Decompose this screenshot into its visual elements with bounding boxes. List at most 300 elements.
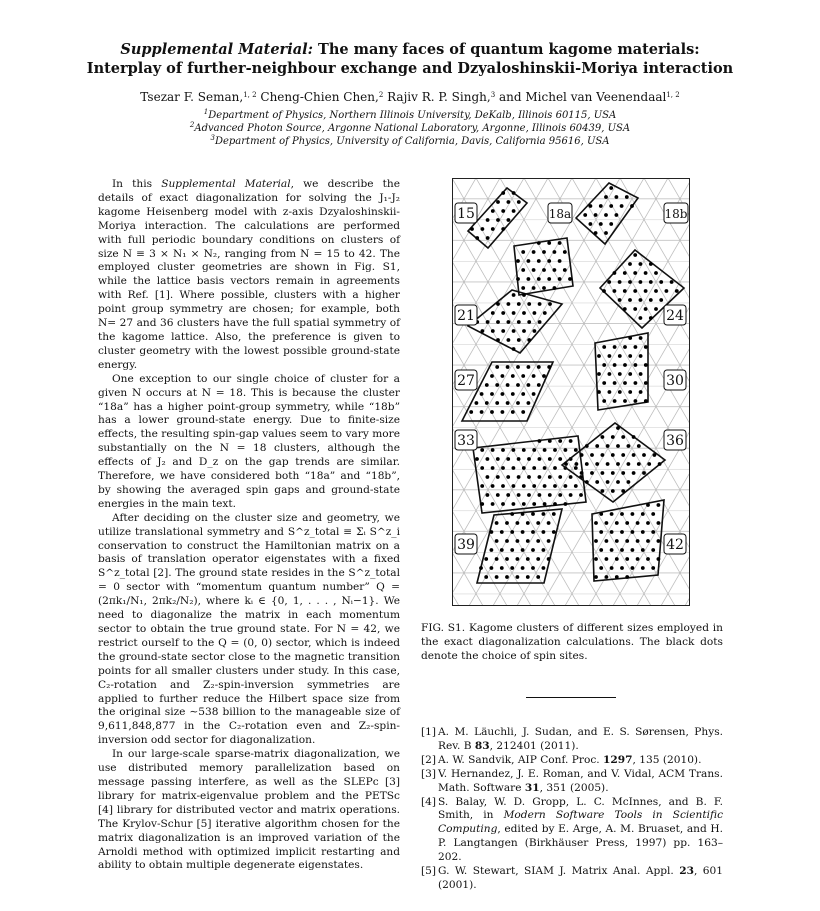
- spin-site-dot: [633, 253, 637, 257]
- spin-site-dot: [618, 298, 622, 302]
- spin-site-dot: [496, 218, 500, 222]
- figure-caption: FIG. S1. Kagome clusters of different sizes employed in the exact diagonalization calculations. The black dots denote the choice of spin sites.: [421, 622, 723, 662]
- reference-item: [3] V. Hernandez, J. E. Roman, and V. Vidal, ACM Trans. Math. Software 31, 351 (2005).: [421, 767, 723, 794]
- spin-site-dot: [548, 457, 552, 461]
- spin-site-dot: [517, 493, 521, 497]
- spin-site-dot: [641, 530, 645, 534]
- spin-site-dot: [496, 320, 500, 324]
- spin-site-dot: [616, 444, 620, 448]
- reference-item: [5] G. W. Stewart, SIAM J. Matrix Anal. Appl. 23, 601 (2001).: [421, 865, 723, 891]
- spin-site-dot: [644, 307, 648, 311]
- spin-site-dot: [606, 480, 610, 484]
- spin-site-dot: [532, 250, 536, 254]
- spin-site-dot: [516, 521, 520, 525]
- spin-site-dot: [500, 548, 504, 552]
- spin-site-dot: [636, 539, 640, 543]
- spin-site-dot: [621, 435, 625, 439]
- spin-site-dot: [625, 557, 629, 561]
- spin-site-dot: [628, 372, 632, 376]
- spin-site-dot: [506, 457, 510, 461]
- title-line-1: [40, 40, 780, 59]
- spin-site-dot: [501, 410, 505, 414]
- spin-site-dot: [599, 512, 603, 516]
- spin-site-dot: [613, 271, 617, 275]
- spin-site-dot: [490, 410, 494, 414]
- spin-site-dot: [670, 280, 674, 284]
- spin-site-dot: [594, 539, 598, 543]
- spin-site-dot: [657, 557, 661, 561]
- spin-site-dot: [553, 250, 557, 254]
- spin-site-dot: [526, 575, 530, 579]
- spin-site-dot: [615, 195, 619, 199]
- spin-site-dot: [602, 345, 606, 349]
- spin-site-dot: [506, 365, 510, 369]
- spin-site-dot: [608, 372, 612, 376]
- spin-site-dot: [659, 298, 663, 302]
- spin-site-dot: [639, 354, 643, 358]
- spin-site-dot: [537, 241, 541, 245]
- spin-site-dot: [490, 530, 494, 534]
- spin-site-dot: [625, 521, 629, 525]
- spin-site-dot: [527, 320, 531, 324]
- spin-site-dot: [621, 453, 625, 457]
- spin-site-dot: [532, 286, 536, 290]
- spin-site-dot: [510, 548, 514, 552]
- spin-site-dot: [610, 566, 614, 570]
- spin-site-dot: [615, 521, 619, 525]
- spin-site-dot: [484, 557, 488, 561]
- spin-site-dot: [547, 521, 551, 525]
- spin-site-dot: [620, 548, 624, 552]
- spin-site-dot: [552, 512, 556, 516]
- spin-site-dot: [644, 363, 648, 367]
- spin-site-dot: [606, 462, 610, 466]
- title-italic: Supplemental Material:: [120, 41, 313, 58]
- spin-site-dot: [601, 453, 605, 457]
- spin-site-dot: [501, 502, 505, 506]
- spin-site-dot: [521, 374, 525, 378]
- spin-site-dot: [547, 259, 551, 263]
- reference-item: [4] S. Balay, W. D. Gropp, L. C. McInnes, and B. F. Smith, in Modern Software Tools in Scientific Computing, edited by E. Arge, A. M. Bruaset, and H. P. Langtangen (Birkhäuser Press, 1997) pp. 163–202.: [421, 795, 724, 864]
- spin-site-dot: [531, 566, 535, 570]
- spin-site-dot: [517, 338, 521, 342]
- spin-site-dot: [543, 502, 547, 506]
- spin-site-dot: [532, 466, 536, 470]
- spin-site-dot: [610, 512, 614, 516]
- spin-site-dot: [480, 448, 484, 452]
- spin-site-dot: [563, 268, 567, 272]
- cluster-label-39: 39: [457, 537, 475, 553]
- cluster-label-24: 24: [666, 308, 684, 324]
- spin-site-dot: [542, 250, 546, 254]
- spin-site-dot: [496, 493, 500, 497]
- spin-site-dot: [605, 539, 609, 543]
- spin-site-dot: [480, 502, 484, 506]
- spin-site-dot: [532, 392, 536, 396]
- spin-site-dot: [611, 471, 615, 475]
- spin-site-dot: [511, 410, 515, 414]
- spin-site-dot: [521, 548, 525, 552]
- spin-site-dot: [657, 503, 661, 507]
- spin-site-dot: [469, 410, 473, 414]
- spin-site-dot: [620, 530, 624, 534]
- spin-site-dot: [609, 186, 613, 190]
- affiliation: $^1$Department of Physics, Northern Illinois University, DeKalb, Illinois 60115, USA: [203, 108, 617, 121]
- spin-site-dot: [532, 502, 536, 506]
- spin-site-dot: [618, 354, 622, 358]
- spin-site-dot: [548, 439, 552, 443]
- spin-site-dot: [658, 462, 662, 466]
- spin-site-dot: [506, 401, 510, 405]
- spin-site-dot: [575, 462, 579, 466]
- spin-site-dot: [611, 435, 615, 439]
- spin-site-dot: [604, 231, 608, 235]
- spin-site-dot: [532, 268, 536, 272]
- spin-site-dot: [517, 200, 521, 204]
- spin-site-dot: [553, 448, 557, 452]
- spin-site-dot: [646, 539, 650, 543]
- spin-site-dot: [623, 271, 627, 275]
- spin-site-dot: [653, 453, 657, 457]
- spin-site-dot: [522, 484, 526, 488]
- spin-site-dot: [637, 444, 641, 448]
- paragraph: One exception to our single choice of cluster for a given N occurs at N = 18. This is because the cluster “18a” has a higher point-group symmetry, while “18b” has a lower ground-state energy. Due to finite-size effects, the resulting spin-gap values seem to vary more substantially on the N = 18 clusters, although the effects of J₂ and D_z on the gap trends are similar. Therefore, we have considered both “18a” and “18b”, by showing the averaged spin gaps and ground-state energies in the main text.: [98, 372, 400, 510]
- author: Cheng-Chien Chen,$^2$: [260, 90, 384, 104]
- spin-site-dot: [542, 512, 546, 516]
- spin-site-dot: [642, 453, 646, 457]
- spin-site-dot: [485, 401, 489, 405]
- spin-site-dot: [491, 209, 495, 213]
- spin-site-dot: [649, 298, 653, 302]
- spin-site-dot: [623, 289, 627, 293]
- spin-site-dot: [616, 462, 620, 466]
- spin-site-dot: [511, 392, 515, 396]
- spin-site-dot: [527, 259, 531, 263]
- spin-site-dot: [618, 390, 622, 394]
- spin-site-dot: [644, 381, 648, 385]
- spin-site-dot: [522, 502, 526, 506]
- spin-site-dot: [594, 213, 598, 217]
- spin-site-dot: [651, 512, 655, 516]
- cluster-label-30: 30: [666, 373, 684, 389]
- spin-site-dot: [553, 268, 557, 272]
- spin-site-dot: [517, 302, 521, 306]
- spin-site-dot: [625, 195, 629, 199]
- spin-site-dot: [639, 372, 643, 376]
- spin-site-dot: [506, 383, 510, 387]
- spin-site-dot: [605, 575, 609, 579]
- spin-site-dot: [521, 530, 525, 534]
- spin-site-dot: [512, 311, 516, 315]
- spin-site-dot: [558, 277, 562, 281]
- spin-site-dot: [644, 399, 648, 403]
- spin-site-dot: [569, 439, 573, 443]
- spin-site-dot: [486, 493, 490, 497]
- spin-site-dot: [495, 575, 499, 579]
- spin-site-dot: [574, 448, 578, 452]
- spin-site-dot: [484, 575, 488, 579]
- spin-site-dot: [491, 466, 495, 470]
- spin-site-dot: [599, 222, 603, 226]
- author: Rajiv R. P. Singh,$^3$: [387, 90, 496, 104]
- spin-site-dot: [521, 392, 525, 396]
- spin-site-dot: [634, 345, 638, 349]
- spin-site-dot: [605, 521, 609, 525]
- cluster-label-21: 21: [457, 308, 475, 324]
- spin-site-dot: [516, 277, 520, 281]
- spin-site-dot: [542, 268, 546, 272]
- cluster-label-18a: 18a: [548, 207, 572, 221]
- cluster-label-33: 33: [457, 433, 475, 449]
- spin-site-dot: [485, 383, 489, 387]
- spin-site-dot: [634, 381, 638, 385]
- spin-site-dot: [613, 345, 617, 349]
- spin-site-dot: [627, 480, 631, 484]
- spin-site-dot: [537, 277, 541, 281]
- spin-site-dot: [628, 336, 632, 340]
- body-text: [98, 178, 400, 873]
- spin-site-dot: [623, 307, 627, 311]
- spin-site-dot: [604, 213, 608, 217]
- spin-site-dot: [542, 530, 546, 534]
- paragraph: In this Supplemental Material, we describe the details of exact diagonalization for solving the J₁-J₂ kagome Heisenberg model with z-axis Dzyaloshinskii-Moriya interaction. The calculations are performed with full periodic boundary conditions on clusters of size N ≡ 3 × N₁ × N₂, ranging from N = 15 to 42. The employed cluster geometries are shown in Fig. S1, while the lattice basis vectors remain in agreements with Ref. [1]. Where possible, clusters with a higher point group symmetry are chosen; for example, both N= 27 and 36 clusters have the full spatial symmetry of the kagome lattice. Also, the preference is given to cluster geometry with the lowest possible ground-state energy.: [98, 178, 400, 371]
- spin-site-dot: [475, 401, 479, 405]
- spin-site-dot: [507, 200, 511, 204]
- paragraph: In our large-scale sparse-matrix diagonalization, we use distributed memory parallelization based on message passing interfere, as well as the SLEPc [3] library for matrix-eigenvalue problem and the PETSc [4] library for distributed vector and matrix operations. The Krylov-Schur [5] iterative algorithm chosen for the matrix diagonalization is an improved variation of the Arnoldi method with optimized implicit restarting and ability to obtain multiple degenerate eigenstates.: [98, 748, 400, 872]
- cluster-label-42: 42: [666, 537, 684, 553]
- spin-site-dot: [512, 293, 516, 297]
- spin-site-dot: [512, 347, 516, 351]
- figure-s1-kagome-clusters: [452, 178, 690, 606]
- spin-site-dot: [501, 227, 505, 231]
- spin-site-dot: [639, 298, 643, 302]
- spin-site-dot: [505, 575, 509, 579]
- paper-title: [40, 40, 780, 78]
- spin-site-dot: [496, 302, 500, 306]
- spin-site-dot: [632, 453, 636, 457]
- spin-site-dot: [480, 484, 484, 488]
- spin-site-dot: [558, 439, 562, 443]
- spin-site-dot: [491, 502, 495, 506]
- spin-site-dot: [613, 399, 617, 403]
- spin-site-dot: [569, 493, 573, 497]
- spin-site-dot: [659, 280, 663, 284]
- spin-site-dot: [512, 329, 516, 333]
- affiliation: $^2$Advanced Photon Source, Argonne National Laboratory, Argonne, Illinois 60439, USA: [189, 121, 631, 134]
- spin-site-dot: [646, 503, 650, 507]
- spin-site-dot: [553, 484, 557, 488]
- spin-site-dot: [507, 338, 511, 342]
- spin-site-dot: [636, 557, 640, 561]
- reference-item: [1] A. M. Läuchli, J. Sudan, and E. S. Sørensen, Phys. Rev. B 83, 212401 (2011).: [421, 726, 723, 752]
- spin-site-dot: [580, 453, 584, 457]
- spin-site-dot: [564, 484, 568, 488]
- spin-site-dot: [496, 457, 500, 461]
- spin-site-dot: [616, 426, 620, 430]
- spin-site-dot: [613, 363, 617, 367]
- spin-site-dot: [553, 286, 557, 290]
- spin-site-dot: [521, 566, 525, 570]
- spin-site-dot: [501, 392, 505, 396]
- spin-site-dot: [615, 575, 619, 579]
- spin-site-dot: [628, 390, 632, 394]
- spin-site-dot: [490, 374, 494, 378]
- spin-site-dot: [615, 557, 619, 561]
- spin-site-dot: [547, 365, 551, 369]
- spin-site-dot: [611, 453, 615, 457]
- spin-site-dot: [516, 259, 520, 263]
- spin-site-dot: [526, 539, 530, 543]
- spin-site-dot: [634, 399, 638, 403]
- cluster-label-27: 27: [457, 373, 475, 389]
- spin-site-dot: [526, 521, 530, 525]
- spin-site-dot: [510, 566, 514, 570]
- spin-site-dot: [491, 484, 495, 488]
- spin-site-dot: [516, 575, 520, 579]
- spin-site-dot: [623, 345, 627, 349]
- spin-site-dot: [599, 548, 603, 552]
- spin-site-dot: [516, 365, 520, 369]
- spin-site-dot: [495, 557, 499, 561]
- spin-site-dot: [521, 268, 525, 272]
- spin-site-dot: [580, 471, 584, 475]
- spin-site-dot: [651, 566, 655, 570]
- spin-site-dot: [625, 539, 629, 543]
- spin-site-dot: [470, 227, 474, 231]
- spin-site-dot: [531, 548, 535, 552]
- spin-site-dot: [646, 557, 650, 561]
- spin-site-dot: [547, 277, 551, 281]
- spin-site-dot: [637, 462, 641, 466]
- spin-site-dot: [608, 390, 612, 394]
- spin-site-dot: [542, 566, 546, 570]
- spin-site-dot: [574, 484, 578, 488]
- spin-site-dot: [522, 311, 526, 315]
- spin-site-dot: [527, 302, 531, 306]
- spin-site-dot: [537, 383, 541, 387]
- spin-site-dot: [613, 289, 617, 293]
- spin-site-dot: [599, 566, 603, 570]
- spin-site-dot: [536, 575, 540, 579]
- spin-site-dot: [620, 204, 624, 208]
- spin-site-dot: [507, 218, 511, 222]
- spin-site-dot: [501, 329, 505, 333]
- spin-site-dot: [501, 209, 505, 213]
- spin-site-dot: [646, 521, 650, 525]
- spin-site-dot: [599, 530, 603, 534]
- spin-site-dot: [542, 286, 546, 290]
- spin-site-dot: [625, 575, 629, 579]
- spin-site-dot: [594, 557, 598, 561]
- spin-site-dot: [631, 512, 635, 516]
- affiliation: $^3$Department of Physics, University of California, Davis, California 95616, USA: [210, 134, 610, 147]
- spin-site-dot: [486, 457, 490, 461]
- spin-site-dot: [558, 259, 562, 263]
- spin-site-dot: [532, 374, 536, 378]
- spin-site-dot: [527, 383, 531, 387]
- spin-site-dot: [620, 566, 624, 570]
- spin-site-dot: [543, 448, 547, 452]
- spin-site-dot: [604, 195, 608, 199]
- spin-site-dot: [633, 289, 637, 293]
- spin-site-dot: [615, 213, 619, 217]
- spin-site-dot: [657, 539, 661, 543]
- spin-site-dot: [618, 372, 622, 376]
- spin-site-dot: [505, 539, 509, 543]
- spin-site-dot: [521, 286, 525, 290]
- spin-site-dot: [480, 392, 484, 396]
- spin-site-dot: [639, 262, 643, 266]
- spin-site-dot: [516, 383, 520, 387]
- spin-site-dot: [486, 320, 490, 324]
- spin-site-dot: [651, 548, 655, 552]
- reference-list: [421, 726, 723, 893]
- spin-site-dot: [538, 493, 542, 497]
- spin-site-dot: [538, 302, 542, 306]
- spin-site-dot: [516, 401, 520, 405]
- spin-site-dot: [532, 448, 536, 452]
- spin-site-dot: [631, 566, 635, 570]
- spin-site-dot: [597, 372, 601, 376]
- spin-site-dot: [501, 191, 505, 195]
- spin-site-dot: [475, 457, 479, 461]
- spin-site-dot: [543, 311, 547, 315]
- spin-site-dot: [601, 489, 605, 493]
- spin-site-dot: [654, 307, 658, 311]
- spin-site-dot: [527, 365, 531, 369]
- spin-site-dot: [623, 381, 627, 385]
- spin-site-dot: [538, 475, 542, 479]
- spin-site-dot: [501, 484, 505, 488]
- spin-site-dot: [512, 191, 516, 195]
- spin-site-dot: [507, 320, 511, 324]
- spin-site-dot: [543, 466, 547, 470]
- spin-site-dot: [657, 521, 661, 525]
- spin-site-dot: [533, 329, 537, 333]
- spin-site-dot: [512, 209, 516, 213]
- spin-site-dot: [618, 280, 622, 284]
- spin-site-dot: [527, 277, 531, 281]
- spin-site-dot: [558, 457, 562, 461]
- spin-site-dot: [631, 548, 635, 552]
- spin-site-dot: [597, 390, 601, 394]
- spin-site-dot: [517, 457, 521, 461]
- spin-site-dot: [654, 289, 658, 293]
- spin-site-dot: [495, 365, 499, 369]
- spin-site-dot: [585, 444, 589, 448]
- spin-site-dot: [609, 222, 613, 226]
- spin-site-dot: [568, 277, 572, 281]
- spin-site-dot: [510, 530, 514, 534]
- affiliation-list: [40, 109, 780, 148]
- spin-site-dot: [486, 475, 490, 479]
- spin-site-dot: [649, 262, 653, 266]
- spin-site-dot: [628, 354, 632, 358]
- spin-site-dot: [533, 311, 537, 315]
- spin-site-dot: [517, 320, 521, 324]
- spin-site-dot: [490, 548, 494, 552]
- spin-site-dot: [615, 539, 619, 543]
- spin-site-dot: [516, 539, 520, 543]
- spin-site-dot: [605, 557, 609, 561]
- author: and Michel van Veenendaal$^{1, 2}$: [499, 90, 680, 104]
- spin-site-dot: [537, 365, 541, 369]
- spin-site-dot: [589, 204, 593, 208]
- spin-site-dot: [527, 401, 531, 405]
- spin-site-dot: [475, 236, 479, 240]
- spin-site-dot: [563, 250, 567, 254]
- spin-site-dot: [496, 200, 500, 204]
